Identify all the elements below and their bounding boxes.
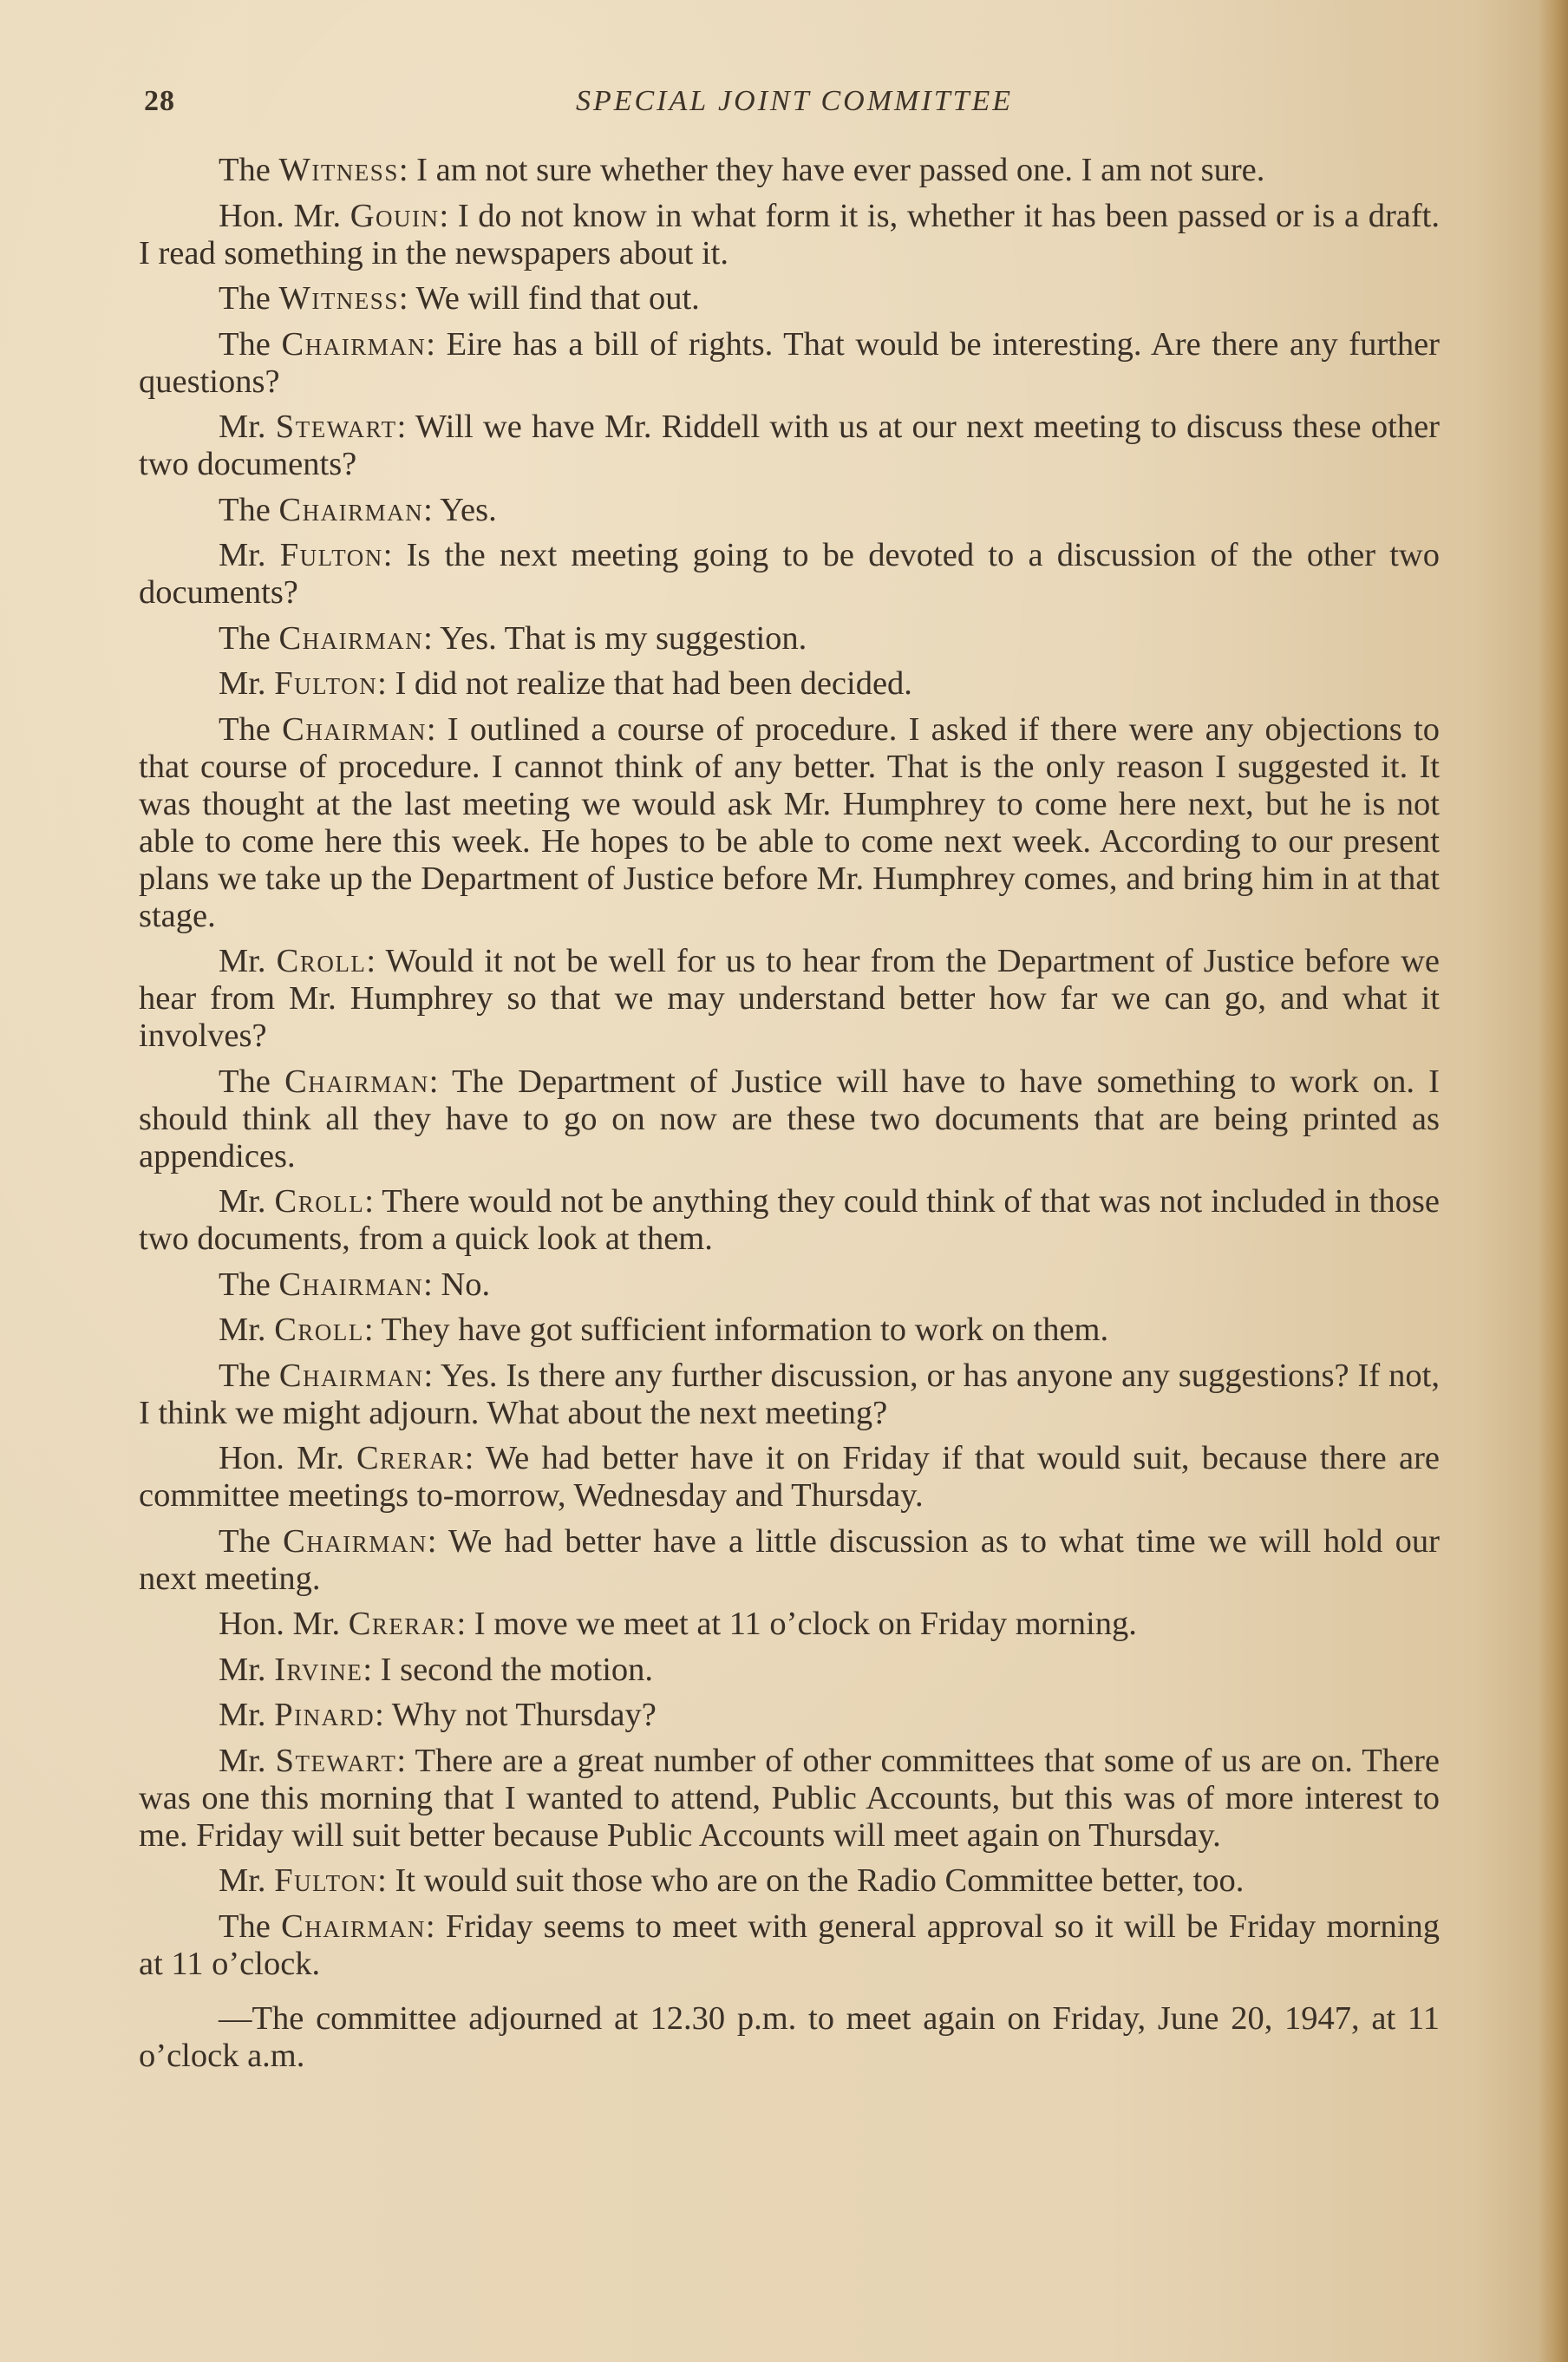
speaker-prefix: Mr.: [219, 1312, 275, 1348]
speaker-name: Chairman: [278, 491, 424, 528]
speaker-prefix: Mr.: [219, 1742, 276, 1779]
speaker-name: Stewart: [275, 1742, 397, 1779]
paragraph-text: : There would not be anything they could think of that was not included in those two documents, from a quick look at them.: [139, 1183, 1440, 1257]
transcript-paragraph: [139, 665, 1440, 703]
speaker-prefix: Mr.: [219, 1183, 275, 1220]
speaker-prefix: The: [219, 1266, 279, 1303]
paragraph-text: : I do not know in what form it is, whether it has been passed or is a draft. I read something in the newspapers about it.: [139, 197, 1440, 272]
speaker-prefix: The: [219, 1063, 285, 1100]
paragraph-text: : Eire has a bill of rights. That would be interesting. Are there any further questions?: [139, 325, 1440, 400]
speaker-name: Chairman: [281, 1907, 426, 1945]
speaker-name: Gouin: [350, 197, 440, 234]
speaker-prefix: The: [219, 1907, 282, 1945]
speaker-prefix: Mr.: [219, 537, 280, 573]
speaker-name: Chairman: [282, 710, 427, 748]
speaker-prefix: The: [219, 280, 279, 317]
paragraph-text: : We will find that out.: [398, 280, 700, 317]
paragraph-text: : We had better have it on Friday if that would suit, because there are committee meetings to-morrow, Wednesday and Thursday.: [139, 1440, 1440, 1514]
speaker-name: Fulton: [274, 1862, 378, 1899]
transcript-paragraph: [139, 537, 1440, 612]
transcript-paragraph: [139, 1743, 1440, 1855]
transcript-paragraph: [139, 1312, 1440, 1349]
paragraph-text: : We had better have a little discussion as to what time we will hold our next meeting.: [139, 1522, 1440, 1597]
transcript-paragraph: [139, 620, 1440, 658]
speaker-prefix: The: [219, 491, 279, 528]
speaker-name: Pinard: [274, 1697, 376, 1733]
speaker-name: Crerar: [348, 1606, 457, 1642]
paragraph-text: : Is the next meeting going to be devoted to a discussion of the other two documents?: [139, 537, 1440, 611]
transcript-paragraph: [139, 1183, 1440, 1258]
transcript-paragraph: [139, 280, 1440, 317]
speaker-prefix: Hon. Mr.: [219, 1440, 356, 1476]
paragraph-text: : No.: [423, 1266, 491, 1303]
paragraph-text: : It would suit those who are on the Radio Committee better, too.: [377, 1862, 1245, 1899]
paragraph-text: : I second the motion.: [363, 1651, 654, 1688]
speaker-name: Croll: [274, 1183, 365, 1220]
speaker-name: Chairman: [281, 325, 427, 363]
speaker-name: Chairman: [278, 619, 424, 657]
transcript-paragraph: [139, 409, 1440, 483]
transcript-paragraph: [139, 943, 1440, 1055]
page-header: [144, 85, 1445, 127]
transcript-paragraph: [139, 1266, 1440, 1304]
paragraph-text: : I outlined a course of procedure. I asked if there were any objections to that course of procedure. I cannot think of any better. That is the only reason I suggested it. It was thought at the last meeting we would ask Mr. Humphrey to come here next, but he is not able to come here this week. He hopes to be able to come next week. According to our present plans we take up the Department of Justice before Mr. Humphrey comes, and bring him in at that stage.: [139, 710, 1441, 934]
running-title: SPECIAL JOINT COMMITTEE: [575, 85, 1014, 117]
speaker-name: Croll: [276, 943, 367, 979]
paragraph-text: : Will we have Mr. Riddell with us at our next meeting to discuss these other two documents?: [139, 409, 1440, 482]
paragraph-text: : Yes. That is my suggestion.: [423, 619, 807, 657]
speaker-prefix: Hon. Mr.: [219, 197, 350, 234]
speaker-name: Crerar: [356, 1440, 465, 1476]
paragraph-text: : Would it not be well for us to hear from the Department of Justice before we hear from Mr. Humphrey so that we may understand better how far we can go, and what it involves?: [139, 943, 1440, 1054]
speaker-name: Stewart: [275, 409, 397, 445]
transcript-paragraph: [139, 1523, 1440, 1598]
speaker-prefix: Mr.: [219, 1651, 275, 1688]
speaker-prefix: The: [219, 710, 283, 748]
speaker-name: Chairman: [284, 1063, 429, 1100]
transcript-paragraph: [139, 1862, 1440, 1900]
transcript-body: [139, 152, 1440, 2083]
speaker-prefix: Mr.: [219, 665, 275, 702]
speaker-name: Witness: [278, 152, 399, 188]
speaker-prefix: Mr.: [219, 1697, 275, 1733]
paragraph-text: : Why not Thursday?: [375, 1697, 657, 1733]
paragraph-text: : Friday seems to meet with general approval so it will be Friday morning at 11 o’clock.: [139, 1907, 1441, 1982]
transcript-paragraph: [139, 711, 1440, 935]
speaker-name: Fulton: [279, 537, 383, 573]
speaker-prefix: The: [219, 619, 279, 657]
speaker-prefix: Mr.: [219, 1862, 275, 1899]
speaker-prefix: The: [219, 325, 282, 363]
speaker-name: Croll: [274, 1312, 364, 1348]
speaker-prefix: Mr.: [219, 943, 277, 979]
speaker-name: Witness: [278, 280, 399, 317]
transcript-paragraph: [139, 1063, 1440, 1175]
paragraph-text: : They have got sufficient information to work on them.: [363, 1312, 1109, 1348]
transcript-paragraph: [139, 492, 1440, 529]
paragraph-text: : I am not sure whether they have ever passed one. I am not sure.: [398, 152, 1265, 188]
adjournment-note: —The committee adjourned at 12.30 p.m. to meet again on Friday, June 20, 1947, at 11 o’clock a.m.: [139, 1999, 1440, 2074]
speaker-prefix: Mr.: [219, 409, 276, 445]
paragraph-text: : I move we meet at 11 o’clock on Friday morning.: [456, 1606, 1137, 1642]
paragraph-text: : There are a great number of other committees that some of us are on. There was one this morning that I wanted to attend, Public Accounts, but this was of more interest to me. Friday will suit better because Public Accounts will meet again on Thursday.: [139, 1742, 1440, 1854]
transcript-paragraph: [139, 198, 1440, 272]
speaker-prefix: The: [219, 1522, 284, 1560]
paragraph-text: : The Department of Justice will have to have something to work on. I should think all they have to go on now are these two documents that are being printed as appendices.: [139, 1063, 1441, 1174]
transcript-paragraph: [139, 152, 1440, 189]
speaker-name: Chairman: [283, 1522, 428, 1560]
page-number: 28: [144, 85, 175, 117]
speaker-name: Chairman: [278, 1357, 424, 1394]
transcript-paragraph: [139, 1908, 1440, 1983]
paragraph-text: : Yes. Is there any further discussion, or has anyone any suggestions? If not, I think we might adjourn. What about the next meeting?: [139, 1357, 1440, 1431]
speaker-name: Irvine: [274, 1651, 363, 1688]
speaker-prefix: The: [219, 152, 279, 188]
speaker-prefix: The: [219, 1357, 279, 1394]
speaker-name: Fulton: [274, 665, 378, 702]
transcript-paragraph: [139, 1606, 1440, 1643]
transcript-paragraph: [139, 1440, 1440, 1515]
paragraph-text: : I did not realize that had been decided.: [377, 665, 912, 702]
transcript-paragraph: [139, 1358, 1440, 1432]
speaker-name: Chairman: [278, 1266, 424, 1303]
page-spine-shadow: [1539, 0, 1568, 2362]
transcript-paragraph: [139, 1652, 1440, 1689]
speaker-prefix: Hon. Mr.: [219, 1606, 349, 1642]
transcript-paragraph: [139, 326, 1440, 401]
paragraph-text: : Yes.: [423, 491, 497, 528]
transcript-paragraph: [139, 1697, 1440, 1734]
